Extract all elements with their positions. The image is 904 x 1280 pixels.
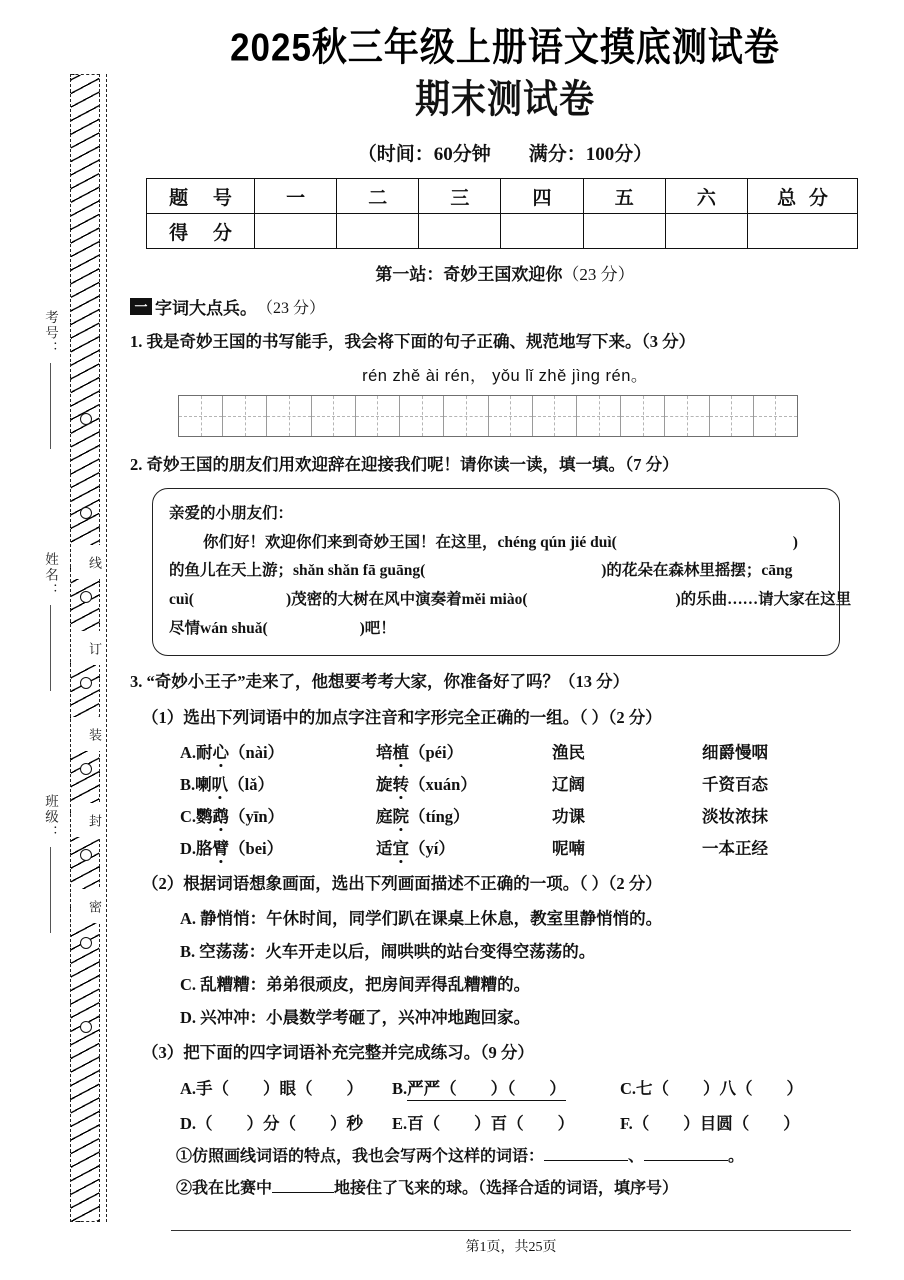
tianzige-cell[interactable]	[223, 396, 267, 436]
seal-circle-icon	[80, 849, 92, 861]
seal-char-mi: 密	[71, 889, 101, 923]
letter-line-3-c: )的乐曲……请大家在这里	[675, 590, 852, 608]
option-c-col1	[180, 803, 376, 827]
exam-field-banji	[14, 794, 60, 933]
option-row-b[interactable]	[180, 771, 880, 795]
seal-char-xian: 线	[71, 545, 101, 579]
option-d-w2-pre: 适	[376, 838, 393, 858]
page-subtitle: 期末测试卷	[414, 78, 595, 122]
seal-char-feng: 封	[71, 803, 101, 837]
seal-circle-icon	[80, 677, 92, 689]
q3-2-option-a[interactable]: A. 静悄悄：午休时间，同学们趴在课桌上休息，教室里静悄悄的。	[180, 909, 663, 929]
score-cell-3[interactable]	[419, 214, 501, 249]
idiom-a-p0: 手（	[196, 1079, 230, 1099]
exam-fullscore-label: 满分：100分）	[528, 144, 653, 166]
letter-line-4-a: 尽情wán shuǎ(	[169, 619, 268, 637]
letter-line-4-b: )吧！	[359, 619, 396, 637]
option-c-w2-pre: 庭	[376, 806, 393, 826]
option-b-label: B.	[180, 774, 196, 794]
option-a-w1-py: （nài）	[229, 742, 285, 762]
option-c-label: C.	[180, 806, 197, 826]
option-c-w1-py: （yīn）	[229, 806, 285, 826]
score-cell-2[interactable]	[337, 214, 419, 249]
score-table	[146, 178, 858, 249]
seal-circle-icon	[80, 591, 92, 603]
q3-3-item-2	[176, 1175, 880, 1198]
score-cell-1[interactable]	[255, 214, 337, 249]
idiom-e-p1: ）百（	[474, 1114, 524, 1134]
score-table-col-1: 一	[255, 179, 337, 214]
exam-info-fields	[14, 22, 60, 1258]
q3-3-item-2-text-a: ②我在比赛中	[176, 1180, 273, 1198]
idiom-e-label: E.	[392, 1114, 408, 1134]
score-table-row-scores	[147, 214, 858, 249]
option-d-col3: 呢喃	[552, 838, 585, 858]
option-b-w2-pre: 旋	[376, 774, 393, 794]
option-a-w2-py: （péi）	[409, 742, 464, 762]
option-b-w1-dot: 叭	[212, 771, 229, 795]
option-d-col1	[180, 835, 376, 859]
q3-3-item-1-text: ①仿照画线词语的特点，我也会写两个这样的词语：	[176, 1148, 545, 1166]
option-row-a[interactable]	[180, 739, 880, 763]
option-a-col1	[180, 739, 376, 763]
page-footer	[118, 1230, 904, 1256]
option-b-col4: 千资百态	[702, 774, 768, 794]
letter-line-3-b: )茂密的大树在风中演奏着měi miào(	[285, 590, 528, 608]
option-d-col2	[376, 835, 552, 859]
idiom-a-label: A.	[180, 1079, 197, 1099]
idiom-a-p2: ）	[346, 1079, 364, 1099]
seal-char-zhuang: 装	[71, 717, 101, 751]
option-a-w1-dot: 心	[213, 739, 230, 763]
letter-line-3-a: cuì(	[169, 590, 194, 608]
page-title: 2025秋三年级上册语文摸底测试卷	[230, 26, 780, 70]
exam-field-kaohao	[14, 310, 60, 449]
question-3-2-prompt: （2）根据词语想象画面，选出下列画面描述不正确的一项。（ ）（2 分）	[142, 873, 662, 893]
tianzige-cell[interactable]	[179, 396, 223, 436]
section-1-points: （23 分）	[257, 300, 326, 318]
option-b-col2	[376, 771, 552, 795]
question-3-text: 3. “奇妙小王子”走来了，他想要考考大家，你准备好了吗？（13 分）	[130, 672, 630, 692]
tianzige-cell[interactable]	[754, 396, 797, 436]
question-1-pinyin: rén zhě ài rén， yǒu lǐ zhě jìng rén。	[362, 367, 648, 386]
idiom-b[interactable]	[392, 1075, 620, 1101]
exam-meta	[130, 139, 880, 166]
q3-3-item-1	[176, 1143, 880, 1166]
option-b-col3: 辽阔	[552, 774, 585, 794]
letter-salutation: 亲爱的小朋友们：	[169, 504, 294, 522]
tianzige-cell[interactable]	[489, 396, 533, 436]
score-table-row-header	[147, 179, 858, 214]
score-table-score-label: 得 分	[147, 214, 255, 249]
score-table-head-label: 题 号	[147, 179, 255, 214]
letter-line-2-b: )的花朵在森林里摇摆；cāng	[601, 562, 793, 580]
seal-circle-icon	[80, 413, 92, 425]
option-row-d[interactable]	[180, 835, 880, 859]
score-table-col-5: 五	[583, 179, 665, 214]
idiom-row-1	[180, 1075, 880, 1101]
letter-line-1-a: 你们好！欢迎你们来到奇妙王国！在这里，chéng qún jié duì(	[203, 533, 617, 551]
idiom-c[interactable]	[620, 1075, 803, 1101]
score-cell-6[interactable]	[665, 214, 747, 249]
seal-strip	[70, 74, 100, 1222]
exam-field-xingming-line	[50, 605, 51, 691]
tianzige-cell[interactable]	[710, 396, 754, 436]
option-a-w2-pre: 培	[376, 742, 393, 762]
option-d-w1-pre: 胳	[196, 838, 213, 858]
idiom-f-label: F.	[620, 1114, 633, 1134]
idiom-e-p2: ）	[557, 1114, 575, 1134]
option-d-w1-py: （bei）	[229, 838, 284, 858]
q3-3-item-1-sep: 、	[628, 1148, 645, 1166]
tianzige-cell[interactable]	[533, 396, 577, 436]
option-row-c[interactable]	[180, 803, 880, 827]
q3-3-item-1-end: 。	[728, 1148, 745, 1166]
option-a-w2-dot: 植	[393, 739, 410, 763]
option-c-w1-dot: 鹉	[213, 803, 230, 827]
option-c-col4: 淡妆浓抹	[702, 806, 768, 826]
score-table-col-total: 总 分	[748, 179, 858, 214]
question-3-1-prompt: （1）选出下列词语中的加点字注音和字形完全正确的一组。（ ）（2 分）	[142, 707, 662, 727]
option-c-w1-pre: 鹦	[196, 806, 213, 826]
idiom-d[interactable]	[180, 1110, 392, 1134]
question-1-answer-area	[178, 395, 880, 437]
idiom-b-label: B.	[392, 1079, 408, 1099]
q3-3-item-1-blank-2[interactable]	[644, 1160, 728, 1161]
tianzige-grid[interactable]	[178, 395, 798, 437]
letter-line-2	[169, 557, 823, 586]
station-title: 第一站：奇妙王国欢迎你	[375, 265, 563, 285]
tianzige-cell[interactable]	[444, 396, 488, 436]
option-d-w2-py: （yí）	[409, 838, 455, 858]
q3-2-option-b[interactable]: B. 空荡荡：火车开走以后，闹哄哄的站台变得空荡荡的。	[180, 942, 596, 962]
q3-3-item-2-blank[interactable]	[272, 1192, 334, 1193]
idiom-a-p1: ）眼（	[263, 1079, 313, 1099]
q3-2-option-c[interactable]: C. 乱糟糟：弟弟很顽皮，把房间弄得乱糟糟的。	[180, 975, 531, 995]
seal-circle-icon	[80, 507, 92, 519]
q3-3-item-2-text-b: 地接住了飞来的球。（选择合适的词语，填序号）	[334, 1180, 679, 1198]
idiom-b-p0: 严严（	[407, 1079, 457, 1099]
option-c-w2-dot: 院	[393, 803, 410, 827]
score-table-col-3: 三	[419, 179, 501, 214]
seal-circle-icon	[80, 937, 92, 949]
exam-field-banji-label: 班级：	[43, 794, 58, 841]
score-table-col-4: 四	[501, 179, 583, 214]
idiom-f[interactable]	[620, 1110, 800, 1134]
option-d-col4: 一本正经	[702, 838, 768, 858]
q3-3-item-1-blank-1[interactable]	[544, 1160, 628, 1161]
option-d-w1-dot: 臂	[213, 835, 230, 859]
exam-field-banji-line	[50, 847, 51, 933]
idiom-d-p0: （	[196, 1114, 213, 1134]
tianzige-cell[interactable]	[665, 396, 709, 436]
option-a-col4: 细爵慢咽	[702, 742, 768, 762]
idiom-b-p1: ）（	[490, 1079, 516, 1099]
option-b-w2-dot: 转	[393, 771, 410, 795]
welcome-letter-box	[152, 488, 852, 656]
option-a-w1-pre: 耐	[196, 742, 213, 762]
idiom-c-label: C.	[620, 1079, 637, 1099]
letter-line-2-a: 的鱼儿在天上游；shǎn shǎn fā guāng(	[169, 562, 426, 580]
letter-line-1-b: )	[792, 533, 798, 551]
question-2-text: 2. 奇妙王国的朋友们用欢迎辞在迎接我们呢！请你读一读，填一填。（7 分）	[130, 455, 679, 475]
tianzige-cell[interactable]	[577, 396, 621, 436]
seal-char-ding: 订	[71, 631, 101, 665]
idiom-a[interactable]	[180, 1075, 392, 1101]
option-b-w1-py: （lǎ）	[228, 774, 274, 794]
station-points: （23 分）	[562, 265, 635, 285]
exam-sheet	[118, 0, 904, 1280]
option-a-col3: 渔民	[552, 742, 585, 762]
idiom-b-p2: ）	[549, 1079, 566, 1099]
seal-column	[0, 0, 118, 1280]
seal-circle-icon	[80, 1021, 92, 1033]
idiom-c-p1: ）八（	[703, 1079, 753, 1099]
station-heading	[130, 260, 880, 285]
exam-field-xingming	[14, 552, 60, 691]
idiom-d-p1: ）分（	[246, 1114, 297, 1134]
idiom-e[interactable]	[392, 1110, 620, 1134]
option-d-label: D.	[180, 838, 197, 858]
q3-2-option-d[interactable]: D. 兴冲冲：小晨数学考砸了，兴冲冲地跑回家。	[180, 1008, 531, 1028]
option-c-col2	[376, 803, 552, 827]
option-a-col2	[376, 739, 552, 763]
question-1-text: 1. 我是奇妙王国的书写能手，我会将下面的句子正确、规范地写下来。（3 分）	[130, 332, 696, 352]
idiom-f-p1: ）目圆（	[683, 1114, 750, 1134]
section-number-badge: 一	[130, 298, 152, 315]
seal-circle-icon	[80, 763, 92, 775]
idiom-f-p2: ）	[783, 1114, 800, 1134]
tianzige-cell[interactable]	[400, 396, 444, 436]
idiom-c-p2: ）	[786, 1079, 804, 1099]
exam-field-kaohao-label: 考号：	[43, 310, 58, 357]
letter-line-3	[169, 586, 852, 615]
tianzige-cell[interactable]	[312, 396, 356, 436]
section-1-heading	[130, 294, 880, 319]
score-cell-total[interactable]	[748, 214, 858, 249]
idiom-row-2	[180, 1110, 880, 1134]
footer-divider	[171, 1230, 851, 1231]
option-b-w1-pre: 喇	[195, 774, 212, 794]
idiom-c-p0: 七（	[636, 1079, 670, 1099]
score-table-col-6: 六	[665, 179, 747, 214]
score-cell-4[interactable]	[501, 214, 583, 249]
idiom-d-p2: ）秒	[330, 1114, 364, 1134]
idiom-d-label: D.	[180, 1114, 197, 1134]
section-1-title: 字词大点兵。	[155, 299, 257, 319]
tianzige-cell[interactable]	[356, 396, 400, 436]
exam-field-xingming-label: 姓名：	[43, 552, 58, 599]
page-number: 第1页，共25页	[465, 1240, 557, 1255]
tianzige-cell[interactable]	[621, 396, 665, 436]
idiom-e-p0: 百（	[407, 1114, 441, 1134]
seal-divider	[106, 74, 107, 1222]
option-a-label: A.	[180, 742, 197, 762]
option-c-w2-py: （tíng）	[409, 806, 470, 826]
exam-field-kaohao-line	[50, 363, 51, 449]
exam-time-label: （时间：60分钟	[357, 144, 491, 166]
option-d-w2-dot: 宜	[393, 835, 410, 859]
score-cell-5[interactable]	[583, 214, 665, 249]
idiom-f-p0: （	[632, 1114, 650, 1134]
letter-line-1	[169, 529, 823, 558]
letter-line-4	[169, 615, 823, 644]
question-3-3-prompt: （3）把下面的四字词语补充完整并完成练习。（9 分）	[142, 1043, 534, 1063]
option-b-col1	[180, 771, 376, 795]
option-c-col3: 功课	[552, 806, 585, 826]
option-b-w2-py: （xuán）	[409, 774, 477, 794]
tianzige-cell[interactable]	[267, 396, 311, 436]
score-table-col-2: 二	[337, 179, 419, 214]
